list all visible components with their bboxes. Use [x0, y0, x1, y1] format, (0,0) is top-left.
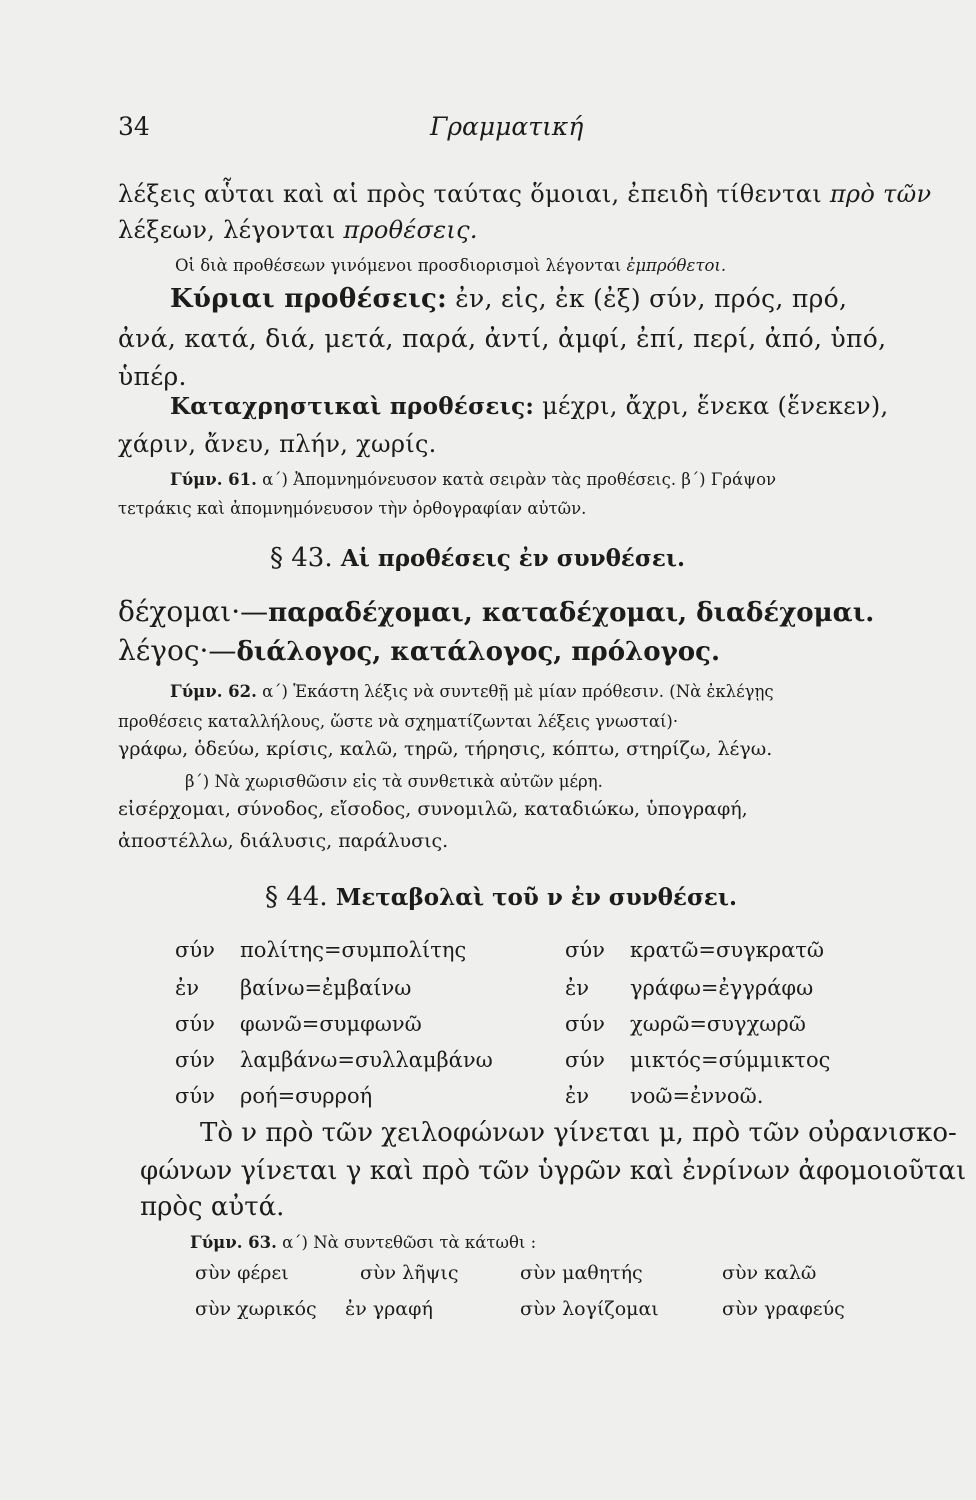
exercise-61-line-2: τετράκις καὶ ἀπομνημόνευσον τὴν ὀρθογραφίαν αὐτῶν. [118, 499, 587, 518]
text-span-bold: παραδέχομαι, καταδέχομαι, διαδέχομαι. [268, 598, 875, 628]
text-span: μέχρι, ἄχρι, ἕνεκα (ἕνεκεν), [542, 392, 889, 420]
table-prefix: σύν [175, 1012, 215, 1036]
table-prefix: σύν [175, 938, 215, 962]
table-word: μικτός=σύμμικτος [630, 1048, 831, 1072]
exercise-label: Γύμν. 63. [190, 1233, 277, 1252]
text-span: λέγος·— [118, 634, 237, 667]
table-word: φωνῶ=συμφωνῶ [240, 1012, 422, 1036]
table-prefix: σύν [565, 938, 605, 962]
section-44-heading [265, 882, 737, 912]
running-title: Γραμματική [430, 112, 584, 141]
text-span-italic: προθέσεις. [343, 216, 478, 244]
exercise-63-item: σὺν καλῶ [722, 1262, 817, 1284]
text-span-italic: ἐμπρόθετοι. [626, 256, 727, 275]
text-span-bold: διάλογος, κατάλογος, πρόλογος. [236, 637, 721, 667]
exercise-62-line-4: β΄) Νὰ χωρισθῶσιν εἰς τὰ συνθετικὰ αὐτῶν μέρη. [185, 772, 603, 791]
table-prefix: ἐν [565, 1084, 590, 1108]
katachr-label: Καταχρηστικαὶ προθέσεις: [170, 393, 535, 420]
text-span: λέξεων, λέγονται [118, 216, 336, 244]
exercise-63-item: σὺν χωρικός [195, 1298, 317, 1320]
text-span: α΄) Ἑκάστη λέξις νὰ συντεθῇ μὲ μίαν πρόθεσιν. (Νὰ ἐκλέγῃς [262, 682, 774, 701]
text-span: δέχομαι·— [118, 595, 269, 628]
exercise-63-item: σὺν λῆψις [360, 1262, 459, 1284]
rule-line-2: φώνων γίνεται γ καὶ πρὸ τῶν ὑγρῶν καὶ ἐνρίνων ἀφομοιοῦται [140, 1156, 967, 1186]
composition-example-2 [118, 634, 720, 667]
text-span: α΄) Ἀπομνημόνευσον κατὰ σειρὰν τὰς προθέσεις. β΄) Γράψον [262, 470, 777, 489]
table-prefix: σύν [565, 1048, 605, 1072]
exercise-63-line [190, 1233, 536, 1252]
table-word: λαμβάνω=συλλαμβάνω [240, 1048, 493, 1072]
text-span: λέξεις αὗται καὶ αἱ πρὸς ταύτας ὅμοιαι, ἐπειδὴ τίθενται [118, 180, 822, 208]
exercise-62-line-3: γράφω, ὁδεύω, κρίσις, καλῶ, τηρῶ, τήρησις, κόπτω, στηρίζω, λέγω. [118, 738, 773, 760]
exercise-63-item: σὺν γραφεύς [722, 1298, 845, 1320]
table-prefix: σύν [175, 1084, 215, 1108]
text-span: Οἱ διὰ προθέσεων γινόμενοι προσδιορισμοὶ λέγονται [175, 256, 622, 275]
composition-example-1 [118, 595, 874, 628]
exercise-63-item: ἐν γραφή [345, 1298, 433, 1320]
exercise-63-item: σὺν μαθητής [520, 1262, 643, 1284]
kyriai-label: Κύριαι προθέσεις: [170, 284, 448, 314]
exercise-63-item: σὺν φέρει [195, 1262, 289, 1284]
table-prefix: ἐν [175, 976, 200, 1000]
katachr-line-1 [170, 392, 888, 420]
exercise-61-line-1 [170, 470, 776, 489]
text-span: ἐν, εἰς, ἐκ (ἐξ) σύν, πρός, πρό, [455, 284, 848, 313]
table-word: ροή=συρροή [240, 1084, 373, 1108]
table-word: κρατῶ=συγκρατῶ [630, 938, 825, 962]
text-span-italic: πρὸ τῶν [829, 180, 932, 208]
exercise-label: Γύμν. 61. [170, 470, 257, 489]
table-word: βαίνω=ἐμβαίνω [240, 976, 412, 1000]
exercise-62-line-6: ἀποστέλλω, διάλυσις, παράλυσις. [118, 830, 449, 852]
katachr-line-2: χάριν, ἄνευ, πλήν, χωρίς. [118, 430, 437, 458]
exercise-62-line-2: προθέσεις καταλλήλους, ὥστε νὰ σχηματίζωνται λέξεις γνωσταί)· [118, 712, 679, 731]
kyriai-line-2: ἀνά, κατά, διά, μετά, παρά, ἀντί, ἀμφί, ἐπί, περί, ἀπό, ὑπό, [118, 324, 887, 353]
section-title: Μεταβολαὶ τοῦ ν ἐν συνθέσει. [335, 884, 738, 911]
table-word: πολίτης=συμπολίτης [240, 938, 467, 962]
exercise-62-line-5: εἰσέρχομαι, σύνοδος, εἴσοδος, συνομιλῶ, καταδιώκω, ὑπογραφή, [118, 798, 748, 820]
table-prefix: σύν [565, 1012, 605, 1036]
table-word: γράφω=ἐγγράφω [630, 976, 814, 1000]
exercise-label: Γύμν. 62. [170, 682, 257, 701]
table-word: χωρῶ=συγχωρῶ [630, 1012, 806, 1036]
page-number: 34 [118, 112, 150, 141]
table-word: νοῶ=ἐννοῶ. [630, 1084, 764, 1108]
section-43-heading [270, 543, 685, 573]
text-line [118, 216, 478, 244]
rule-line-3: πρὸς αὐτά. [140, 1192, 285, 1222]
text-span: α΄) Νὰ συντεθῶσι τὰ κάτωθι : [282, 1233, 537, 1252]
section-title: Αἱ προθέσεις ἐν συνθέσει. [340, 545, 685, 572]
section-number: § 44. [265, 882, 328, 912]
section-number: § 43. [270, 543, 333, 573]
text-line [118, 180, 931, 208]
exercise-62-line-1 [170, 682, 774, 701]
kyriai-line-3: ὑπέρ. [118, 362, 187, 391]
note-line [175, 256, 726, 275]
kyriai-line-1 [170, 284, 847, 314]
rule-line-1: Τὸ ν πρὸ τῶν χειλοφώνων γίνεται μ, πρὸ τῶν οὐρανισκο- [200, 1118, 957, 1148]
exercise-63-item: σὺν λογίζομαι [520, 1298, 659, 1320]
table-prefix: ἐν [565, 976, 590, 1000]
table-prefix: σύν [175, 1048, 215, 1072]
